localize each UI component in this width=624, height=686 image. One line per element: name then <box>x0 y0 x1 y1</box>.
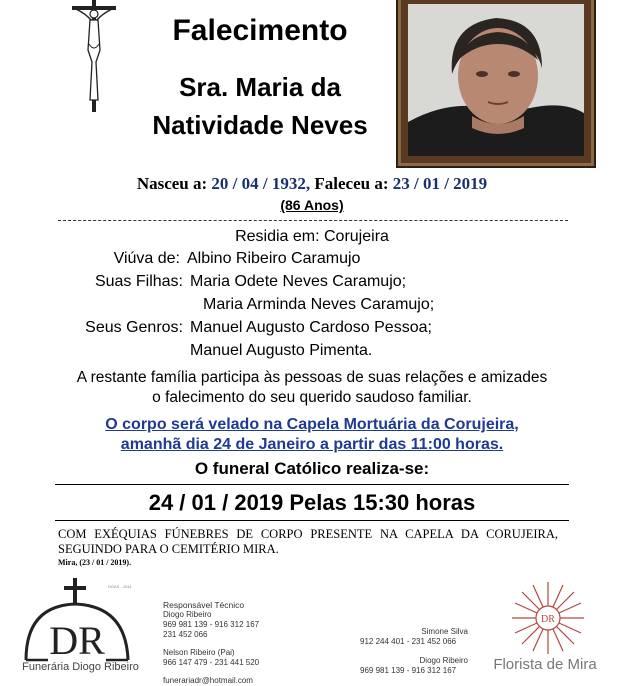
florista-name: Florista de Mira <box>493 656 597 673</box>
age-text: (86 Anos) <box>280 197 344 213</box>
announcement-line-1: A restante família participa às pessoas de suas relações e amizades <box>76 369 548 386</box>
place-date: Mira, (23 / 01 / 2019). <box>58 558 132 567</box>
born-value: 20 / 04 / 1932, <box>211 174 311 193</box>
dashed-divider <box>58 220 568 221</box>
portrait-image <box>408 4 584 156</box>
simone-phone: 912 244 401 - 231 452 066 <box>360 637 457 646</box>
diogo-name: Diogo Ribeiro <box>419 656 468 665</box>
resp-phone-1: 969 981 139 - 916 312 167 <box>163 620 260 629</box>
daughters-label: Suas Filhas: <box>94 273 183 290</box>
wake-notice <box>20 415 604 455</box>
rule-top <box>55 484 569 485</box>
nelson-name: Nelson Ribeiro (Pai) <box>163 648 235 657</box>
rule-bottom <box>55 520 569 521</box>
funeraria-name: Funerária Diogo Ribeiro <box>22 661 139 673</box>
resp-title: Responsável Técnico <box>163 600 245 610</box>
resp-name: Diogo Ribeiro <box>163 610 212 619</box>
florista-logo-letters: DR <box>541 614 555 625</box>
resp-phone-2: 231 452 066 <box>163 630 208 639</box>
florist-contacts <box>360 627 468 676</box>
simone-name: Simone Silva <box>421 627 468 636</box>
residence: Residia em: Corujeira <box>235 228 389 245</box>
daughter-2: Maria Arminda Neves Caramujo; <box>203 296 435 313</box>
exequias-notice: COM EXÉQUIAS FÚNEBRES DE CORPO PRESENTE NA CAPELA DA CORUJEIRA, SEGUINDO PARA O CEMITÉRIO MIRA. <box>58 527 558 556</box>
logo-code: DGAS - 2041 <box>108 584 132 589</box>
birth-death-dates <box>0 174 624 194</box>
diogo-phone: 969 981 139 - 916 312 167 <box>360 666 457 675</box>
son-in-law-2: Manuel Augusto Pimenta. <box>190 342 373 359</box>
funeral-heading: O funeral Católico realiza-se: <box>194 459 430 478</box>
family-announcement <box>30 368 594 408</box>
nelson-phone: 966 147 479 - 231 441 520 <box>163 658 260 667</box>
crucifix-icon <box>72 0 116 112</box>
died-label: Faleceu a: <box>314 174 389 193</box>
portrait-photo <box>408 4 584 156</box>
wake-line-1: O corpo será velado na Capela Mortuária da Corujeira, <box>105 416 519 433</box>
died-value: 23 / 01 / 2019 <box>392 174 488 193</box>
funeraria-logo-letters: DR <box>49 618 105 662</box>
wake-line-2: amanhã dia 24 de Janeiro a partir das 11:00 horas. <box>120 436 504 453</box>
sons-in-law-label: Seus Genros: <box>85 319 183 336</box>
funeral-datetime: 24 / 01 / 2019 Pelas 15:30 horas <box>148 490 476 515</box>
daughter-1: Maria Odete Neves Caramujo; <box>190 273 407 290</box>
technical-contacts <box>163 600 259 686</box>
deceased-name-line1: Sra. Maria da <box>179 72 341 102</box>
deceased-name-line2: Natividade Neves <box>152 110 368 140</box>
widow-label: Viúva de: <box>113 250 180 267</box>
portrait-frame <box>396 0 596 168</box>
email: funerariadr@hotmail.com <box>163 676 253 685</box>
born-label: Nasceu a: <box>136 174 208 193</box>
page-title: Falecimento <box>172 14 348 47</box>
announcement-line-2: o falecimento do seu querido saudoso familiar. <box>152 389 472 406</box>
son-in-law-1: Manuel Augusto Cardoso Pessoa; <box>190 319 432 336</box>
age <box>0 197 624 213</box>
widow-value: Albino Ribeiro Caramujo <box>187 250 361 267</box>
florista-logo <box>500 578 596 658</box>
